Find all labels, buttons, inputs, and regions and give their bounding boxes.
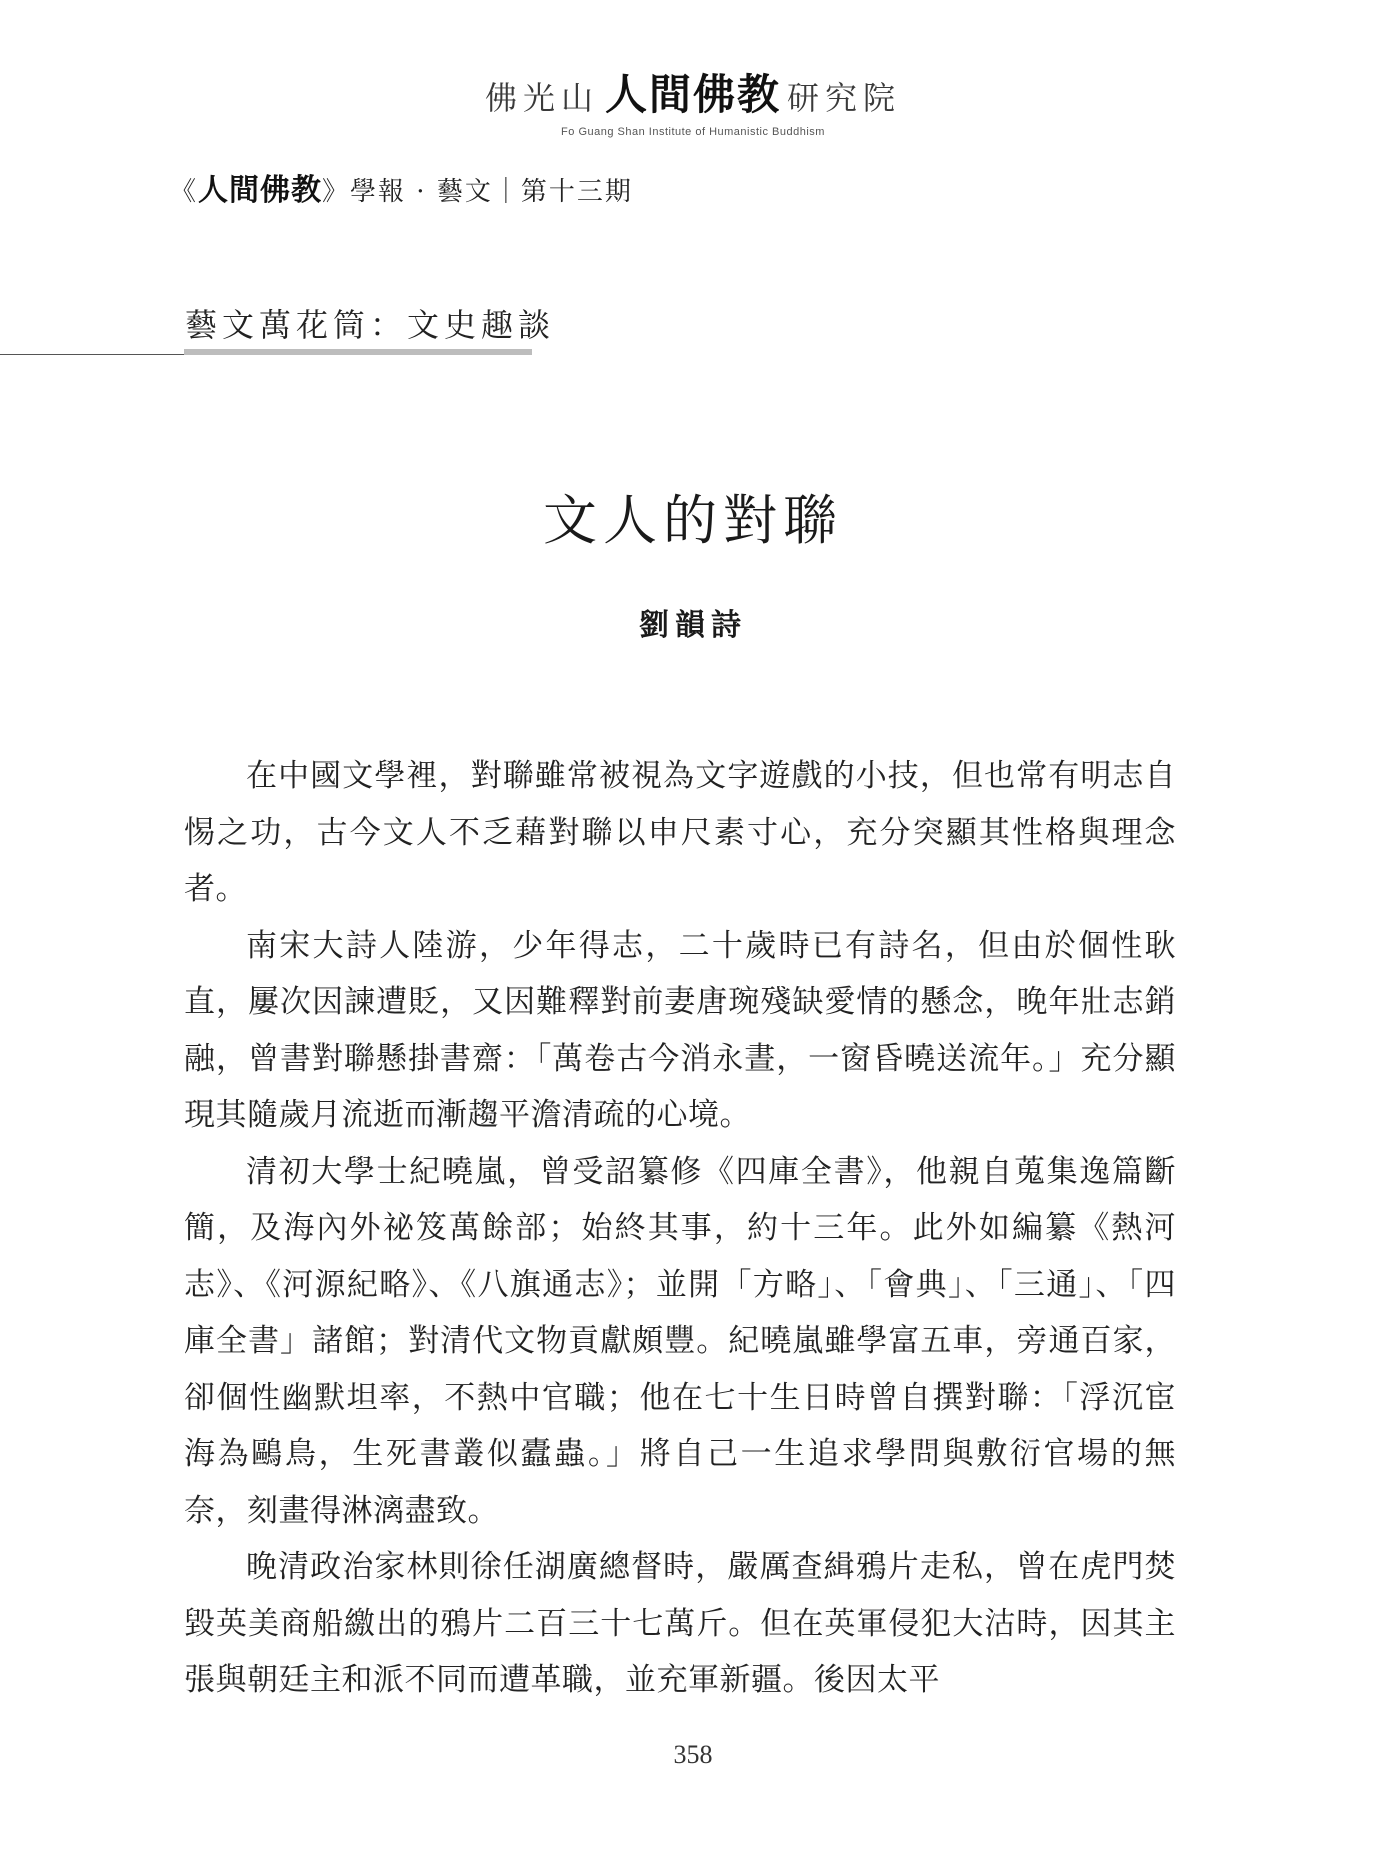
- journal-header: [170, 165, 633, 209]
- institute-name: [0, 62, 1386, 122]
- institute-english-name: Fo Guang Shan Institute of Humanistic Buddhism: [561, 126, 825, 138]
- journal-open-bracket: 《: [170, 177, 199, 207]
- institute-prefix: 佛光山: [484, 79, 599, 117]
- article-title: 文人的對聯: [543, 489, 843, 552]
- page-number: 358: [673, 1740, 713, 1769]
- article-author: 劉韻詩: [639, 608, 747, 643]
- paragraph: 清初大學士紀曉嵐，曾受詔纂修《四庫全書》，他親自蒐集逸篇斷簡，及海內外祕笈萬餘部；始終其事，約十三年。此外如編纂《熱河志》、《河源紀略》、《八旗通志》；並開「方略」、「會典」、「三通」、「四庫全書」諸館；對清代文物貢獻頗豐。紀曉嵐雖學富五車，旁通百家，卻個性幽默坦率，不熱中官職；他在七十生日時曾自撰對聯：「浮沉宦海為鷗鳥，生死書叢似蠹蟲。」將自己一生追求學問與敷衍官場的無奈，刻畫得淋漓盡致。: [184, 1153, 1176, 1529]
- paragraph: 南宋大詩人陸游，少年得志，二十歲時已有詩名，但由於個性耿直，屢次因諫遭貶，又因難釋對前妻唐琬殘缺愛情的懸念，晚年壯志銷融，曾書對聯懸掛書齋：「萬卷古今消永晝，一窗昏曉送流年。」充分顯現其隨歲月流逝而漸趨平澹清疏的心境。: [184, 927, 1176, 1133]
- section-title: 藝文萬花筒：文史趣談: [185, 306, 556, 344]
- journal-issue-info: 學報 · 藝文｜第十三期: [350, 177, 633, 207]
- institute-suffix: 研究院: [787, 79, 902, 117]
- institute-header: [0, 62, 1386, 138]
- article-body: [184, 748, 1176, 1709]
- journal-brand: 人間佛教: [198, 173, 323, 208]
- journal-close-bracket: 》: [322, 177, 351, 207]
- paragraph: 在中國文學裡，對聯雖常被視為文字遊戲的小技，但也常有明志自惕之功，古今文人不乏藉對聯以申尺素寸心，充分突顯其性格與理念者。: [184, 758, 1176, 907]
- paragraph: 晚清政治家林則徐任湖廣總督時，嚴厲查緝鴉片走私，曾在虎門焚毀英美商船繳出的鴉片二百三十七萬斤。但在英軍侵犯大沽時，因其主張與朝廷主和派不同而遭革職，並充軍新疆。後因太平: [184, 1549, 1176, 1698]
- institute-brand-logo: 人間佛教: [604, 70, 781, 119]
- section-underline: [184, 349, 532, 355]
